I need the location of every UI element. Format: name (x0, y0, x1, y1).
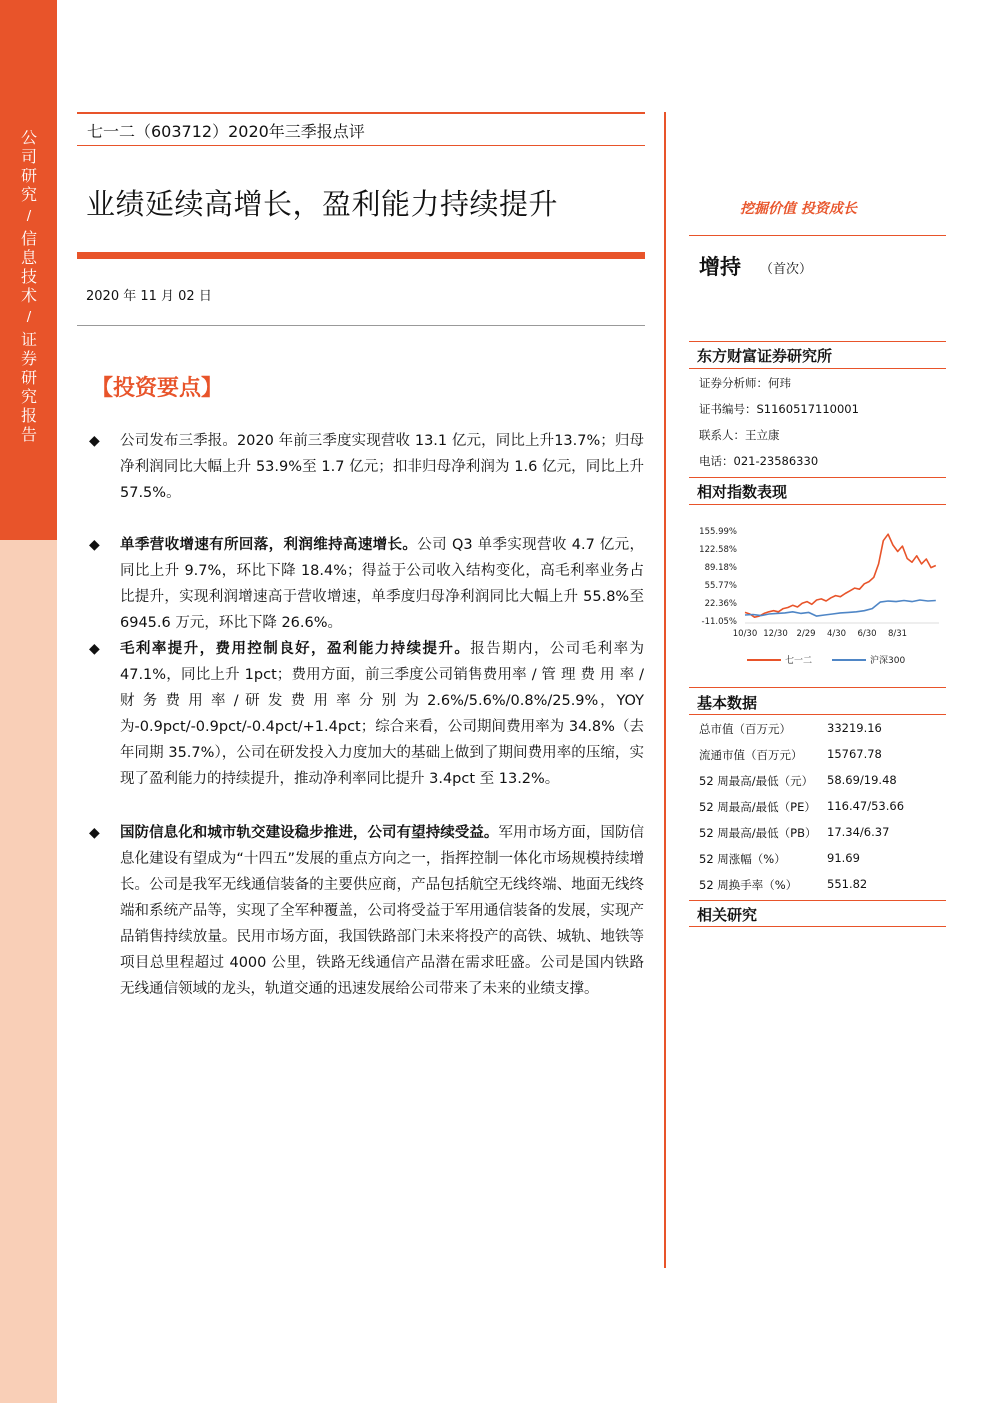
related-research-heading: 相关研究 (697, 906, 758, 924)
side-category-part: 公 司 研 究 (20, 128, 37, 204)
legend-label: 沪深300 (870, 656, 906, 666)
legend-label: 七一二 (785, 656, 813, 666)
y-tick-label: 155.99% (699, 527, 737, 537)
x-tick-label: 12/30 (763, 629, 788, 639)
chart-heading: 相对指数表现 (697, 483, 788, 501)
header-label-rule (77, 145, 645, 146)
bullet-item (89, 532, 644, 636)
report-label: 七一二（603712）2020年三季报点评 (87, 122, 365, 141)
basic-data-label: 总市值（百万元） (699, 722, 791, 736)
side-band (0, 0, 57, 1403)
contact-name: 联系人：王立康 (699, 428, 780, 442)
basic-data-label: 52 周涨幅（%） (699, 852, 786, 866)
column-divider (664, 112, 666, 1268)
rating-note: （首次） (760, 262, 813, 277)
side-separator: / (26, 310, 32, 325)
basic-data-label: 52 周最高/最低（PB） (699, 826, 817, 840)
x-tick-label: 2/29 (796, 629, 816, 639)
rating: 增持 (699, 255, 741, 279)
sidebar-rule (689, 341, 946, 342)
basic-data-label: 52 周换手率（%） (699, 878, 798, 892)
sidebar-rule (689, 926, 946, 927)
x-tick-label: 6/30 (857, 629, 877, 639)
side-separator: / (26, 209, 32, 224)
bullet-text: 公司 Q3 单季实现营收 4.7 亿元，同比上升 9.7%，环比下降 18.4%；得益于公司收入结构变化，高毛利率业务占比提升，实现利润增速高于营收增速，单季度归母净利润同比大幅上升 55.8%至 6945.6 万元，环比下降 26.6%。 (120, 537, 645, 631)
basic-data-value: 91.69 (827, 851, 860, 865)
slogan: 挖掘价值 投资成长 (740, 201, 857, 217)
contact-phone: 电话：021-23586330 (699, 454, 819, 468)
institute-name: 东方财富证券研究所 (697, 347, 833, 365)
side-band-bottom (0, 540, 57, 1403)
sidebar-rule (689, 900, 946, 901)
sidebar-rule (689, 368, 946, 369)
y-tick-label: 122.58% (699, 545, 737, 555)
bullet-lead: 国防信息化和城市轨交建设稳步推进，公司有望持续受益。 (120, 825, 499, 841)
title-accent-bar (77, 252, 645, 259)
x-tick-label: 8/31 (887, 629, 908, 639)
basic-data-value: 15767.78 (827, 747, 882, 761)
series-line-stock (745, 534, 936, 617)
basic-data-value: 116.47/53.66 (827, 799, 905, 813)
side-category-label (17, 128, 41, 444)
sidebar-rule (689, 477, 946, 478)
x-tick-label: 10/30 (732, 629, 758, 639)
bullet-item (89, 428, 644, 506)
side-category-part: 信 息 技 术 (20, 229, 37, 305)
basic-data-heading: 基本数据 (697, 694, 758, 712)
basic-data-value: 33219.16 (827, 721, 882, 735)
bullet-lead: 单季营收增速有所回落，利润维持高速增长。 (120, 537, 418, 553)
basic-data-value: 551.82 (827, 877, 868, 891)
bullet-text: 公司发布三季报。2020 年前三季度实现营收 13.1 亿元，同比上升13.7%；归母净利润同比大幅上升 53.9%至 1.7 亿元；扣非归母净利润为 1.6 亿元，同比上升 57.5%。 (120, 433, 644, 501)
diamond-bullet-icon: ◆ (89, 825, 100, 841)
sidebar-rule (689, 235, 946, 236)
bullet-text: 报告期内，公司毛利率为 47.1%，同比上升 1pct；费用方面，前三季度公司销售费用率 / 管 理 费 用 率 / 财 务 费 用 率 / 研 发 费 用 率 分 别 为 2.6%/5.6%/0.8%/25.9%，YOY 为-0.9pct/-0.9pct/-0.4pct/+1.4pct；综合来看，公司期间费用率为 34.8%（去年同期 35.7%），公司在研发投入力度加大的基础上做到了期间费用率的压缩，实现了盈利能力的持续提升，推动净利率同比提升 3.4pct 至 13.2%。 (120, 641, 644, 787)
analyst-name: 证券分析师：何玮 (699, 376, 791, 390)
side-category-part: 证 券 研 究 报 告 (20, 330, 37, 444)
header-top-rule (77, 112, 645, 114)
y-tick-label: 55.77% (704, 581, 737, 591)
relative-index-chart (689, 517, 946, 675)
series-line-index (745, 600, 936, 616)
bullet-text: 军用市场方面，国防信息化建设有望成为“十四五”发展的重点方向之一，指挥控制一体化市场规模持续增长。公司是我军无线通信装备的主要供应商，产品包括航空无线终端、地面无线终端和系统产品等，实现了全军种覆盖，公司将受益于军用通信装备的发展，实现产品销售持续放量。民用市场方面，我国铁路部门未来将投产的高铁、城轨、地铁等项目总里程超过 4000 公里，铁路无线通信产品潜在需求旺盛。公司是国内铁路无线通信领域的龙头，轨道交通的迅速发展给公司带来了未来的业绩支撑。 (120, 825, 644, 997)
sidebar-rule (689, 687, 946, 688)
section-heading: 【投资要点】 (91, 376, 224, 401)
report-date: 2020 年 11 月 02 日 (86, 289, 212, 304)
page-title: 业绩延续高增长，盈利能力持续提升 (86, 187, 559, 221)
y-tick-label: 89.18% (704, 563, 737, 573)
sidebar-rule (689, 714, 946, 715)
sidebar-rule (689, 504, 946, 505)
bullet-item (89, 820, 644, 1002)
diamond-bullet-icon: ◆ (89, 537, 100, 553)
y-tick-label: 22.36% (704, 599, 737, 609)
diamond-bullet-icon: ◆ (89, 641, 100, 657)
basic-data-label: 流通市值（百万元） (699, 748, 803, 762)
bullet-item (89, 636, 644, 792)
bullet-lead: 毛利率提升，费用控制良好，盈利能力持续提升。 (120, 641, 471, 657)
basic-data-value: 17.34/6.37 (827, 825, 890, 839)
x-tick-label: 4/30 (826, 629, 847, 639)
diamond-bullet-icon: ◆ (89, 433, 100, 449)
basic-data-label: 52 周最高/最低（元） (699, 774, 814, 788)
basic-data-value: 58.69/19.48 (827, 773, 897, 787)
y-tick-label: -11.05% (701, 617, 737, 627)
cert-number: 证书编号：S1160517110001 (699, 402, 859, 416)
date-rule (77, 325, 645, 326)
basic-data-label: 52 周最高/最低（PE） (699, 800, 816, 814)
